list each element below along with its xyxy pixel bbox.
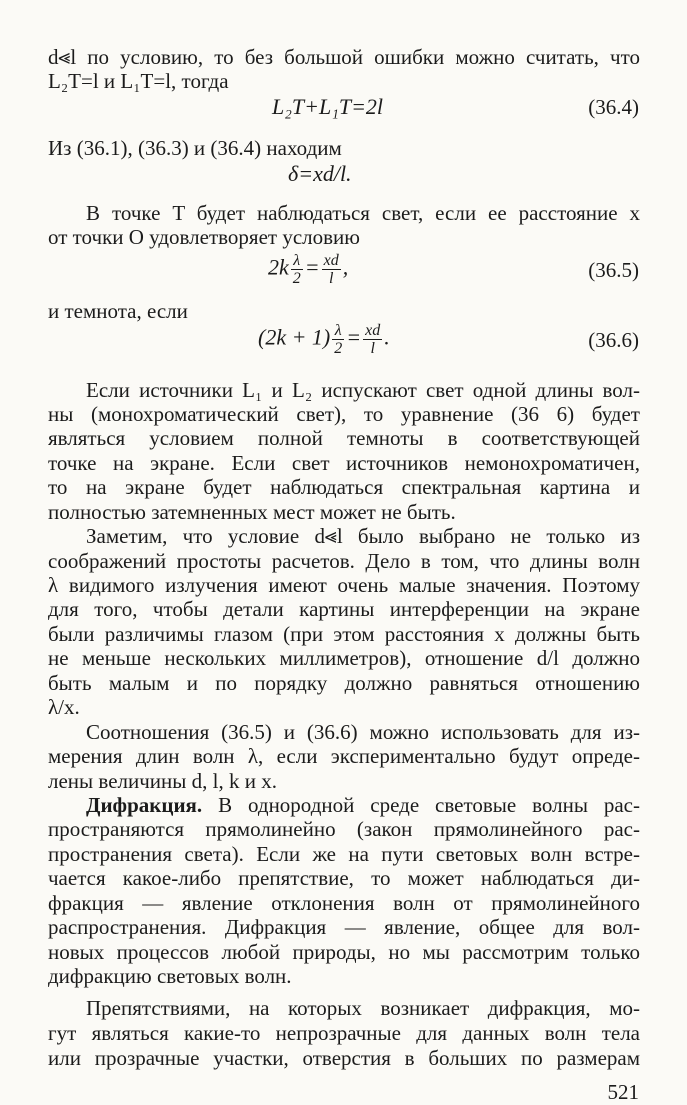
text-line: Из (36.1), (36.3) и (36.4) находим: [48, 136, 342, 160]
text-line: дифракцию световых волн.: [48, 964, 292, 988]
formula-36-6: [258, 322, 390, 357]
text-line: Препятствиями, на которых возникает дифракция, мо-: [86, 996, 640, 1020]
formula-punct: ,: [342, 254, 349, 280]
equals-sign: =: [346, 324, 362, 350]
text-line: [48, 792, 640, 818]
text-line: пространения света). Если же на пути световых волн встре-: [48, 842, 640, 866]
fraction-numerator: λ: [291, 252, 303, 270]
text-line: или прозрачные участки, отверстия в больших по размерам: [48, 1046, 640, 1070]
text-line: точке на экране. Если свет источников немонохроматичен,: [48, 451, 640, 475]
text-line: не меньше нескольких миллиметров), отношение d/l должно: [48, 646, 640, 670]
equation-number: (36.4): [588, 95, 639, 119]
equation-number: (36.6): [588, 328, 639, 352]
equation-number: (36.5): [588, 258, 639, 282]
text-line: соображений простоты расчетов. Дело в том, что длины волн: [48, 549, 640, 573]
text-line: Заметим, что условие d⪡l было выбрано не только из: [86, 524, 640, 548]
equals-sign: =: [304, 254, 320, 280]
fraction-denominator: l: [328, 270, 334, 287]
text-line: полностью затемненных мест может не быть.: [48, 500, 456, 524]
text-line: мерения длин волн λ, если экспериментально будут опреде-: [48, 744, 640, 768]
text-line: то на экране будет наблюдаться спектральная картина и: [48, 475, 640, 499]
text-line: распространения. Дифракция — явление, общее для вол-: [48, 915, 640, 939]
text-line: чается какое-либо препятствие, то может наблюдаться ди-: [48, 866, 640, 890]
text-line: являться условием полной темноты в соответствующей: [48, 426, 640, 450]
text-line: фракция — явление отклонения волн от прямолинейного: [48, 891, 640, 915]
text-line: от точки O удовлетворяет условию: [48, 225, 360, 249]
text-line: для того, чтобы детали картины интерференции на экране: [48, 597, 640, 621]
text-line: Соотношения (36.5) и (36.6) можно использовать для из-: [86, 720, 640, 744]
fraction: [363, 322, 382, 357]
fraction-denominator: 2: [292, 270, 301, 287]
text-line: ны (монохроматический свет), то уравнение (36 6) будет: [48, 402, 640, 426]
page-number: 521: [607, 1080, 639, 1104]
fraction-numerator: xd: [365, 322, 381, 339]
text-line: гут являться какие-то непрозрачные для данных волн тела: [48, 1021, 640, 1045]
fraction: [291, 252, 303, 287]
text-span: В однородной среде световые волны рас-: [202, 793, 640, 817]
text-line: В точке T будет наблюдаться свет, если ее расстояние x: [86, 201, 640, 225]
fraction-numerator: λ: [332, 322, 344, 340]
fraction: [322, 252, 341, 287]
text-line: λ/x.: [48, 695, 80, 719]
fraction-numerator: xd: [323, 252, 339, 269]
text-line: новых процессов любой природы, но мы рассмотрим только: [48, 940, 640, 964]
text-line: Если источники L₁ и L₂ испускают свет одной длины вол-: [86, 378, 640, 402]
text-line: быть малым и по порядку должно равняться отношению: [48, 671, 640, 695]
text-line: пространяются прямолинейно (закон прямолинейного рас-: [48, 817, 640, 841]
text-line: лены величины d, l, k и x.: [48, 769, 277, 793]
formula-punct: .: [384, 324, 390, 350]
formula-term: (2k + 1): [258, 324, 331, 350]
section-heading: Дифракция.: [86, 793, 203, 817]
formula-delta: δ=xd/l.: [288, 161, 352, 186]
text-line: L₂T=l и L₁T=l, тогда: [48, 69, 229, 93]
text-line: λ видимого излучения имеют очень малые значения. Поэтому: [48, 573, 640, 597]
formula-36-5: [268, 252, 348, 287]
formula-term: 2k: [268, 254, 289, 280]
text-line: d⪡l по условию, то без большой ошибки можно считать, что: [48, 45, 640, 69]
text-line: и темнота, если: [48, 299, 188, 323]
fraction-denominator: l: [370, 340, 375, 357]
formula-36-4: L₂T+L₁T=2l: [272, 94, 384, 119]
fraction: [332, 322, 344, 357]
text-line: были различимы глазом (при этом расстояния x должны быть: [48, 622, 640, 646]
fraction-denominator: 2: [334, 340, 343, 357]
